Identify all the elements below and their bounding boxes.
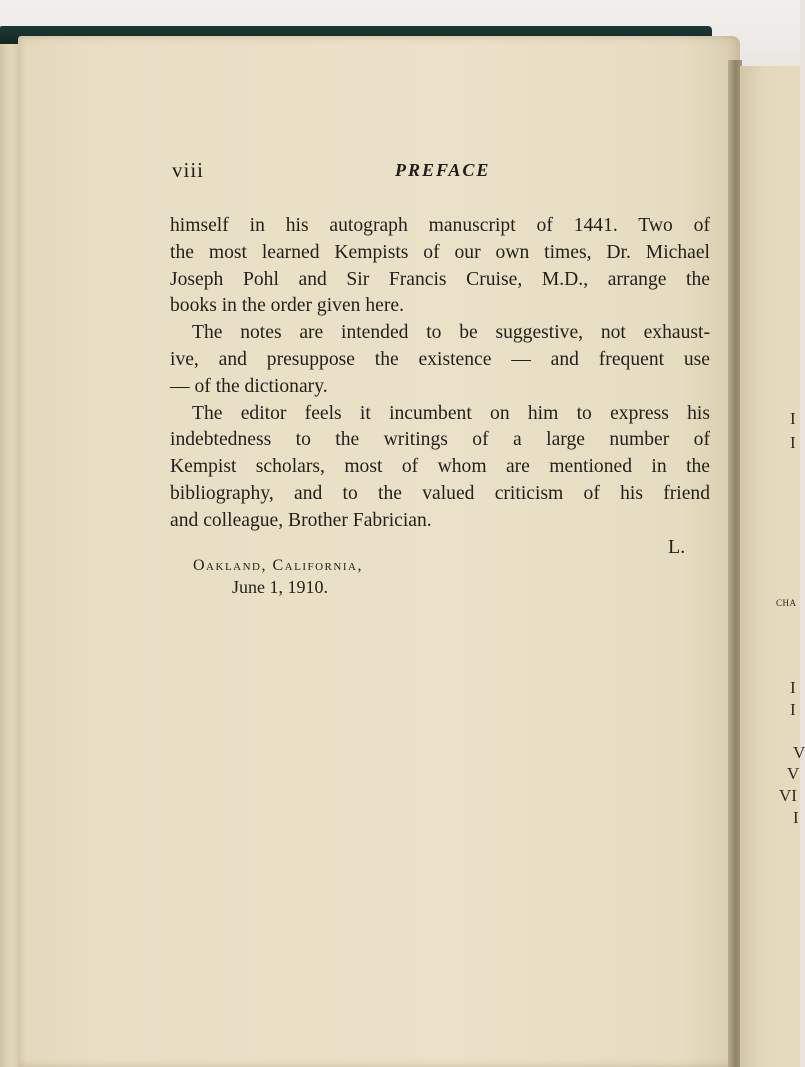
- text-line: — of the dictionary.: [170, 375, 328, 397]
- signature-date: June 1, 1910.: [232, 577, 328, 597]
- text-line: and colleague, Brother Fabrician.: [170, 509, 432, 531]
- signature-place: Oakland, California,: [193, 557, 363, 574]
- text-line: Kempist scholars, most of whom are mentioned in the: [170, 456, 710, 478]
- facing-page-glyph: V: [787, 764, 800, 783]
- text-line: himself in his autograph manuscript of 1441. Two of: [170, 215, 710, 236]
- facing-page-glyph: I: [793, 808, 799, 827]
- facing-page-glyph: VI: [779, 786, 797, 805]
- text-line: The editor feels it incumbent on him to express his: [192, 402, 710, 424]
- facing-page-glyph: I: [790, 700, 796, 719]
- facing-page-glyph: I: [790, 433, 796, 452]
- text-line: indebtedness to the writings of a large number of: [170, 429, 710, 451]
- text-line: books in the order given here.: [170, 295, 404, 317]
- text-line: ive, and presuppose the existence — and frequent use: [170, 348, 710, 370]
- author-initial: L.: [668, 536, 686, 558]
- running-head: PREFACE: [395, 160, 491, 180]
- text-line: bibliography, and to the valued criticism of his friend: [170, 482, 710, 504]
- page-header: [172, 158, 712, 184]
- page-number: viii: [172, 158, 205, 182]
- text-line: Joseph Pohl and Sir Francis Cruise, M.D., arrange the: [170, 268, 710, 290]
- facing-page-glyph: CHA: [776, 598, 797, 608]
- preface-body: [170, 213, 710, 535]
- facing-page-glyph: V: [793, 743, 805, 762]
- facing-page-glyph: I: [790, 409, 796, 428]
- facing-page-glyph: I: [790, 678, 796, 697]
- text-line: the most learned Kempists of our own times, Dr. Michael: [170, 241, 710, 263]
- book-page-left: [18, 36, 740, 1067]
- book-page-right: [740, 66, 800, 1067]
- text-line: The notes are intended to be suggestive, not exhaust-: [192, 322, 710, 344]
